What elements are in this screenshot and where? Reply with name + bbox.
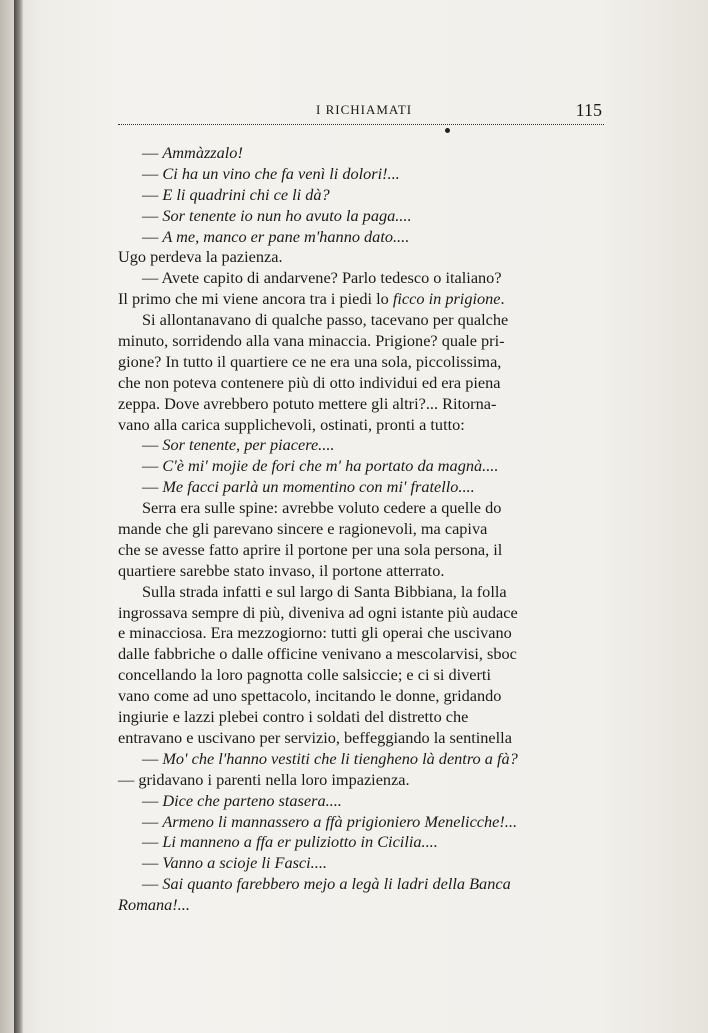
ornament-dot [445,128,450,133]
text-line: quartiere sarebbe stato invaso, il portone atterrato. [118,560,445,580]
page-number: 115 [575,100,602,120]
text-line: — Ci ha un vino che fa venì li dolori!... [142,163,400,183]
header-rule [118,124,604,125]
text-line: che non poteva contenere più di otto individui ed era piena [118,372,501,392]
text-line: e minacciosa. Era mezzogiorno: tutti gli operai che uscivano [118,623,512,643]
text-line: — Avete capito di andarvene? Parlo tedesco o italiano? [142,268,502,288]
text-line: gione? In tutto il quartiere ce ne era una sola, piccolissima, [118,351,502,371]
running-head [118,102,604,124]
text-line: — gridavano i parenti nella loro impazienza. [118,769,410,789]
text-line: — Sai quanto farebbero mejo a legà li ladri della Banca [142,874,511,894]
text-line: — Ammàzzalo! [142,143,243,162]
text-line: — C'è mi' mojie de fori che m' ha portato da magnà.... [142,456,499,476]
running-title: I RICHIAMATI [316,102,413,117]
text-line: Sulla strada infatti e sul largo di Santa Bibbiana, la folla [142,581,507,601]
text-line: entravano e uscivano per servizio, beffeggiando la sentinella [118,727,512,747]
text-line: — Armeno li mannassero a ffà prigioniero Menelicche!... [142,811,518,831]
text-line: vano alla carica supplichevoli, ostinati, pronti a tutto: [118,414,465,434]
text-line: — A me, manco er pane m'hanno dato.... [142,226,410,246]
text-line: Romana!... [118,895,190,915]
text-line: vano come ad uno spettacolo, incitando le donne, gridando [118,686,502,706]
text-line: — Dice che parteno stasera.... [142,790,342,810]
text-line: ingiurie e lazzi plebei contro i soldati del distretto che [118,707,469,727]
text-line: dalle fabbriche o dalle officine venivano a mescolarvisi, sboc [118,644,517,664]
text-line: — Sor tenente, per piacere.... [142,435,335,455]
text-line: — Sor tenente io nun ho avuto la paga.... [142,205,412,225]
text-line: zeppa. Dove avrebbero potuto mettere gli altri?... Ritorna- [118,393,497,413]
text-line: Il primo che mi viene ancora tra i piedi lo ficco in prigione. [118,289,505,309]
binding-edge [14,0,23,1033]
text-line: — Li manneno a ffa er puliziotto in Cicilia.... [142,832,438,852]
text-line: — Vanno a scioje li Fasci.... [142,853,327,873]
text-line: — Me facci parlà un momentino con mi' fratello.... [142,477,475,497]
text-line: Ugo perdeva la pazienza. [118,247,283,267]
text-line: Serra era sulle spine: avrebbe voluto cedere a quelle do [142,498,502,518]
text-line: che se avesse fatto aprire il portone per una sola persona, il [118,539,503,559]
text-line: ingrossava sempre di più, diveniva ad ogni istante più audace [118,602,518,622]
text-line: — E li quadrini chi ce li dà? [142,184,330,204]
text-line: minuto, sorridendo alla vana minaccia. Prigione? quale pri- [118,331,505,351]
text-line: mande che gli parevano sincere e ragionevoli, ma capiva [118,519,488,539]
text-line: — Mo' che l'hanno vestiti che li tiengheno là dentro a fà? [142,748,518,768]
text-line: concellando la loro pagnotta colle salsiccie; e ci si diverti [118,665,491,685]
text-line: Si allontanavano di qualche passo, tacevano per qualche [142,310,509,330]
body-text [118,143,602,916]
binding-shadow [0,0,14,1033]
